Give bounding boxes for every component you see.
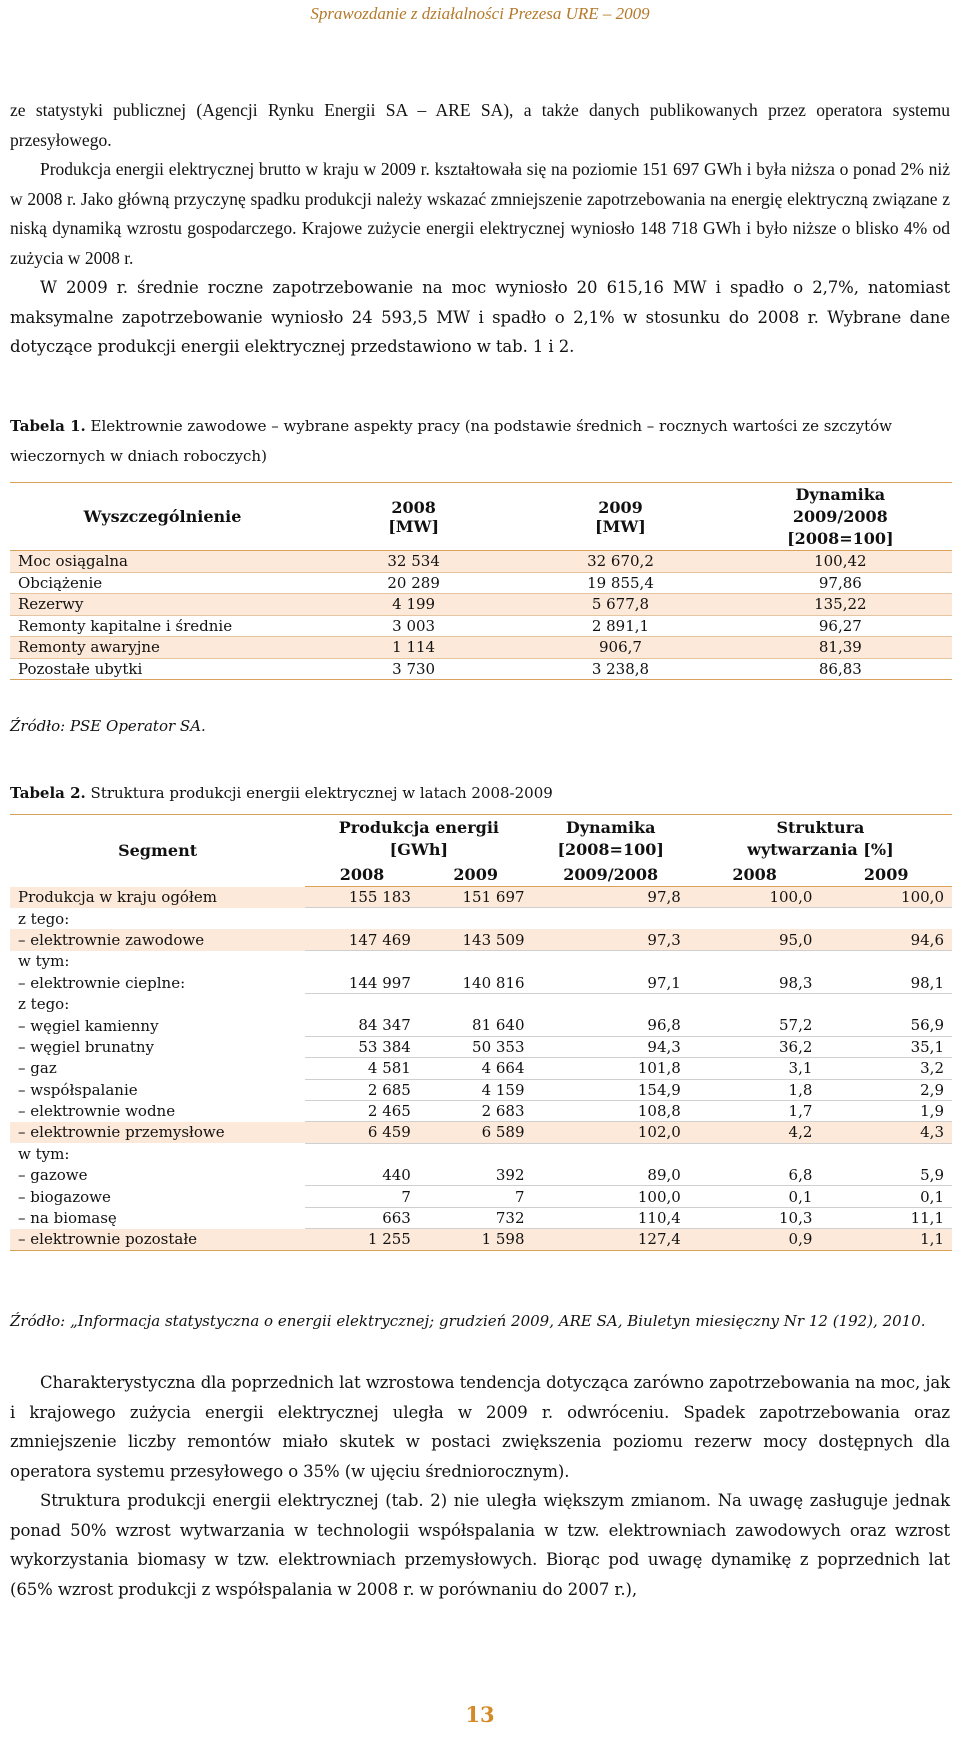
table2-cell-value: 154,9 bbox=[533, 1079, 689, 1100]
t2-col-str-2009: 2009 bbox=[820, 863, 952, 887]
t2-col-structure: Struktura wytwarzania [%] bbox=[689, 815, 952, 863]
table2-cell-value: 96,8 bbox=[533, 1015, 689, 1036]
table1-cell-value: 32 534 bbox=[315, 551, 512, 573]
table2-cell-value bbox=[689, 951, 821, 972]
table2-cell-value: 0,1 bbox=[820, 1186, 952, 1207]
table1-cell-value: 2 891,1 bbox=[512, 615, 728, 637]
table1-row bbox=[10, 615, 952, 637]
t2-col-dyn-ratio: 2009/2008 bbox=[533, 863, 689, 887]
t2-col-str-2008: 2008 bbox=[689, 863, 821, 887]
table2-cell-value: 3,1 bbox=[689, 1058, 821, 1079]
table2-cell-value: 4 581 bbox=[305, 1058, 419, 1079]
table2-cell-value: 98,3 bbox=[689, 972, 821, 993]
table2-cell-value bbox=[533, 908, 689, 929]
table2-cell-value: 392 bbox=[419, 1165, 533, 1186]
table2-row bbox=[10, 951, 952, 972]
table2-cell-value: 95,0 bbox=[689, 929, 821, 950]
table1-cell-value: 3 238,8 bbox=[512, 658, 728, 680]
table2-cell-value bbox=[820, 951, 952, 972]
table2-source: Źródło: „Informacja statystyczna o energii elektrycznej; grudzień 2009, ARE SA, Biuletyn miesięczny Nr 12 (192), 2010. bbox=[10, 1312, 926, 1330]
t2-col-segment: Segment bbox=[10, 815, 305, 887]
table1-cell-value: 96,27 bbox=[729, 615, 952, 637]
table2-cell-value: 6 589 bbox=[419, 1122, 533, 1143]
t2-col-prod-2008: 2008 bbox=[305, 863, 419, 887]
table2-cell-value: 7 bbox=[305, 1186, 419, 1207]
table2-cell-value bbox=[419, 1143, 533, 1164]
table2-cell-label: – elektrownie pozostałe bbox=[10, 1229, 305, 1250]
table2-caption bbox=[10, 778, 955, 808]
table2-cell-value bbox=[305, 951, 419, 972]
table2-cell-value: 10,3 bbox=[689, 1207, 821, 1228]
table2-cell-value: 97,1 bbox=[533, 972, 689, 993]
table2-cell-label: – elektrownie wodne bbox=[18, 1102, 176, 1121]
table1-cell-value: 135,22 bbox=[729, 594, 952, 616]
table2-cell-value bbox=[305, 993, 419, 1014]
table2-cell-value bbox=[305, 908, 419, 929]
table2-row bbox=[10, 1143, 952, 1164]
t1-col-dynamics: Dynamika 2009/2008 [2008=100] bbox=[729, 483, 952, 551]
t2-col-dynamics: Dynamika [2008=100] bbox=[533, 815, 689, 863]
table1-cell-value: 5 677,8 bbox=[512, 594, 728, 616]
table2-cell-value: 7 bbox=[419, 1186, 533, 1207]
table2-cell-value: 94,6 bbox=[820, 929, 952, 950]
table1-cell-value: 1 114 bbox=[315, 637, 512, 659]
table2-cell-value: 101,8 bbox=[533, 1058, 689, 1079]
table2-cell-value bbox=[689, 993, 821, 1014]
table1-cell-label: Rezerwy bbox=[10, 594, 315, 616]
table2-cell-value: 0,9 bbox=[689, 1229, 821, 1250]
table2-cell-value: 6 459 bbox=[305, 1122, 419, 1143]
table2-cell-value: 110,4 bbox=[533, 1207, 689, 1228]
table1-caption bbox=[10, 411, 955, 471]
table2-cell-value: 1 255 bbox=[305, 1229, 419, 1250]
table2-cell-value: 4 664 bbox=[419, 1058, 533, 1079]
t2-col-production: Produkcja energii [GWh] bbox=[305, 815, 532, 863]
table1-cell-label: Moc osiągalna bbox=[10, 551, 315, 573]
table2-row bbox=[10, 1058, 952, 1079]
table2-cell-label: – elektrownie przemysłowe bbox=[10, 1122, 305, 1143]
table2-cell-value: 6,8 bbox=[689, 1165, 821, 1186]
table2-row bbox=[10, 908, 952, 929]
table1-cell-value: 81,39 bbox=[729, 637, 952, 659]
t1-col-2008: 2008 [MW] bbox=[315, 483, 512, 551]
table2-cell-value: 100,0 bbox=[689, 887, 821, 908]
table1-cell-label: Remonty awaryjne bbox=[10, 637, 315, 659]
table2-cell-value: 102,0 bbox=[533, 1122, 689, 1143]
table2-row bbox=[10, 929, 952, 950]
table2-cell-value: 57,2 bbox=[689, 1015, 821, 1036]
table2-cell-value: 147 469 bbox=[305, 929, 419, 950]
table2-cell-value: 1,1 bbox=[820, 1229, 952, 1250]
table2-cell-value: 100,0 bbox=[820, 887, 952, 908]
table2-cell-value: 732 bbox=[419, 1207, 533, 1228]
table2-cell-value: 144 997 bbox=[305, 972, 419, 993]
table2-cell-value: 1,8 bbox=[689, 1079, 821, 1100]
table2-cell-label: – na biomasę bbox=[18, 1209, 117, 1228]
table2-cell-value: 94,3 bbox=[533, 1036, 689, 1057]
table2-cell-value: 140 816 bbox=[419, 972, 533, 993]
table2-cell-value: 151 697 bbox=[419, 887, 533, 908]
table2-cell-value: 50 353 bbox=[419, 1036, 533, 1057]
table2-cell-value: 3,2 bbox=[820, 1058, 952, 1079]
table2-row bbox=[10, 1079, 952, 1100]
page-number: 13 bbox=[465, 1702, 495, 1727]
table2-cell-label: w tym: bbox=[18, 1144, 70, 1163]
table2-row bbox=[10, 972, 952, 993]
table2-cell-value: 11,1 bbox=[820, 1207, 952, 1228]
table2-row bbox=[10, 887, 952, 908]
table2-cell-value bbox=[533, 993, 689, 1014]
table2-cell-label: – współspalanie bbox=[18, 1080, 138, 1099]
table1-row bbox=[10, 572, 952, 594]
table2-row bbox=[10, 1122, 952, 1143]
table2-row bbox=[10, 1186, 952, 1207]
table2-cell-value bbox=[419, 908, 533, 929]
table2 bbox=[10, 814, 952, 1251]
table2-cell-value: 1,7 bbox=[689, 1100, 821, 1121]
table2-cell-value: 89,0 bbox=[533, 1165, 689, 1186]
table2-cell-value bbox=[533, 951, 689, 972]
table2-cell-value bbox=[419, 951, 533, 972]
t1-col-item: Wyszczególnienie bbox=[10, 483, 315, 551]
table2-label: Tabela 2. bbox=[10, 784, 86, 802]
table2-cell-value: 2,9 bbox=[820, 1079, 952, 1100]
table2-cell-value: 53 384 bbox=[305, 1036, 419, 1057]
table2-cell-value bbox=[820, 1143, 952, 1164]
table2-cell-value: 108,8 bbox=[533, 1100, 689, 1121]
table1-cell-value: 906,7 bbox=[512, 637, 728, 659]
intro-line-3: W 2009 r. średnie roczne zapotrzebowanie na moc wyniosło 20 615,16 MW i spadło o 2,7%, natomiast maksymalne zapotrzebowanie wyniosło 24 593,5 MW i spadło o 2,1% w stosunku do 2008 r. Wybrane dane dotyczące produkcji energii elektrycznej przedstawiono w tab. 1 i 2. bbox=[10, 278, 950, 356]
table2-cell-label: – gazowe bbox=[18, 1166, 88, 1185]
table1-cell-value: 97,86 bbox=[729, 572, 952, 594]
table2-cell-label: – biogazowe bbox=[18, 1187, 111, 1206]
table1-row bbox=[10, 637, 952, 659]
table1-cell-value: 3 003 bbox=[315, 615, 512, 637]
table2-row bbox=[10, 1229, 952, 1250]
table2-cell-value: 100,0 bbox=[533, 1186, 689, 1207]
table2-title: Struktura produkcji energii elektrycznej w latach 2008-2009 bbox=[85, 784, 553, 802]
table2-cell-value bbox=[689, 908, 821, 929]
table2-cell-label: – gaz bbox=[18, 1059, 57, 1078]
table2-cell-value: 2 683 bbox=[419, 1100, 533, 1121]
table1-source: Źródło: PSE Operator SA. bbox=[10, 717, 206, 735]
table2-row bbox=[10, 1015, 952, 1036]
table2-cell-value bbox=[689, 1143, 821, 1164]
table2-cell-label: – węgiel brunatny bbox=[18, 1037, 155, 1056]
intro-section bbox=[10, 96, 950, 362]
table1-cell-value: 32 670,2 bbox=[512, 551, 728, 573]
table1-cell-label: Obciążenie bbox=[10, 572, 315, 594]
table2-cell-value bbox=[820, 993, 952, 1014]
table2-cell-label: – węgiel kamienny bbox=[18, 1016, 159, 1035]
intro-line-1: ze statystyki publicznej (Agencji Rynku Energii SA – ARE SA), a także danych publikowanych przez operatora systemu przesyłowego. bbox=[10, 100, 950, 150]
table2-cell-value: 143 509 bbox=[419, 929, 533, 950]
table2-cell-label: – elektrownie zawodowe bbox=[10, 929, 305, 950]
table1-title: Elektrownie zawodowe – wybrane aspekty pracy (na podstawie średnich – rocznych wartości ze szczytów wieczornych w dniach roboczych) bbox=[10, 417, 892, 465]
table2-cell-value: 35,1 bbox=[820, 1036, 952, 1057]
table2-cell-value: 663 bbox=[305, 1207, 419, 1228]
table2-row bbox=[10, 993, 952, 1014]
table1-cell-label: Pozostałe ubytki bbox=[10, 658, 315, 680]
running-header: Sprawozdanie z działalności Prezesa URE – 2009 bbox=[310, 4, 650, 23]
table2-cell-value bbox=[305, 1143, 419, 1164]
table2-cell-value: 5,9 bbox=[820, 1165, 952, 1186]
table2-cell-value: 81 640 bbox=[419, 1015, 533, 1036]
table2-cell-label: w tym: bbox=[18, 952, 70, 971]
table2-cell-value: 2 465 bbox=[305, 1100, 419, 1121]
table2-cell-value: 440 bbox=[305, 1165, 419, 1186]
table2-cell-value: 127,4 bbox=[533, 1229, 689, 1250]
outro-paragraph-1: Charakterystyczna dla poprzednich lat wzrostowa tendencja dotycząca zarówno zapotrzebowania na moc, jak i krajowego zużycia energii elektrycznej uległa w 2009 r. odwróceniu. Spadek zapotrzebowania oraz zmniejszenie liczby remontów miało skutek w postaci zwiększenia poziomu rezerw mocy dostępnych dla operatora systemu przesyłowego o 35% (w ujęciu średniorocznym). bbox=[10, 1373, 950, 1481]
t1-col-2009: 2009 [MW] bbox=[512, 483, 728, 551]
table1-cell-value: 19 855,4 bbox=[512, 572, 728, 594]
table2-row bbox=[10, 1100, 952, 1121]
table2-cell-value: 98,1 bbox=[820, 972, 952, 993]
table1-cell-value: 3 730 bbox=[315, 658, 512, 680]
table2-cell-label: z tego: bbox=[18, 909, 70, 928]
table1-cell-value: 86,83 bbox=[729, 658, 952, 680]
table1-cell-label: Remonty kapitalne i średnie bbox=[10, 615, 315, 637]
table2-cell-value: 4 159 bbox=[419, 1079, 533, 1100]
table2-cell-label: Produkcja w kraju ogółem bbox=[10, 887, 305, 908]
table1-cell-value: 4 199 bbox=[315, 594, 512, 616]
table2-row bbox=[10, 1207, 952, 1228]
table1 bbox=[10, 482, 952, 680]
t2-col-prod-2009: 2009 bbox=[419, 863, 533, 887]
table2-cell-value: 4,3 bbox=[820, 1122, 952, 1143]
table2-cell-value: 84 347 bbox=[305, 1015, 419, 1036]
table2-cell-value: 97,8 bbox=[533, 887, 689, 908]
table1-row bbox=[10, 551, 952, 573]
table2-row bbox=[10, 1165, 952, 1186]
table1-cell-value: 20 289 bbox=[315, 572, 512, 594]
intro-line-2: Produkcja energii elektrycznej brutto w kraju w 2009 r. kształtowała się na poziomie 151 697 GWh i była niższa o ponad 2% niż w 2008 r. Jako główną przyczynę spadku produkcji należy wskazać zmniejszenie zapotrzebowania na energię elektryczną związane z niską dynamiką wzrostu gospodarczego. Krajowe zużycie energii elektrycznej wyniosło 148 718 GWh i było niższe o blisko 4% od zużycia w 2008 r. bbox=[10, 159, 950, 268]
table2-cell-value: 1,9 bbox=[820, 1100, 952, 1121]
table2-cell-value: 56,9 bbox=[820, 1015, 952, 1036]
table2-row bbox=[10, 1036, 952, 1057]
table2-cell-value: 4,2 bbox=[689, 1122, 821, 1143]
table2-cell-value: 2 685 bbox=[305, 1079, 419, 1100]
table1-cell-value: 100,42 bbox=[729, 551, 952, 573]
table1-row bbox=[10, 658, 952, 680]
table2-cell-value bbox=[820, 908, 952, 929]
table2-cell-label: – elektrownie cieplne: bbox=[18, 973, 186, 992]
table1-row bbox=[10, 594, 952, 616]
outro-section bbox=[10, 1368, 950, 1604]
table2-cell-label: z tego: bbox=[18, 995, 70, 1014]
table1-label: Tabela 1. bbox=[10, 417, 86, 435]
table2-cell-value bbox=[419, 993, 533, 1014]
table2-cell-value: 36,2 bbox=[689, 1036, 821, 1057]
table2-cell-value: 97,3 bbox=[533, 929, 689, 950]
table2-cell-value: 1 598 bbox=[419, 1229, 533, 1250]
table2-cell-value: 0,1 bbox=[689, 1186, 821, 1207]
table2-cell-value: 155 183 bbox=[305, 887, 419, 908]
table2-cell-value bbox=[533, 1143, 689, 1164]
outro-paragraph-2: Struktura produkcji energii elektrycznej (tab. 2) nie uległa większym zmianom. Na uwagę zasługuje jednak ponad 50% wzrost wytwarzania w technologii współspalania w tzw. elektrowniach zawodowych oraz wzrost wykorzystania biomasy w tzw. elektrowniach przemysłowych. Biorąc pod uwagę dynamikę z poprzednich lat (65% wzrost produkcji z współspalania w 2008 r. w porównaniu do 2007 r.), bbox=[10, 1491, 950, 1599]
